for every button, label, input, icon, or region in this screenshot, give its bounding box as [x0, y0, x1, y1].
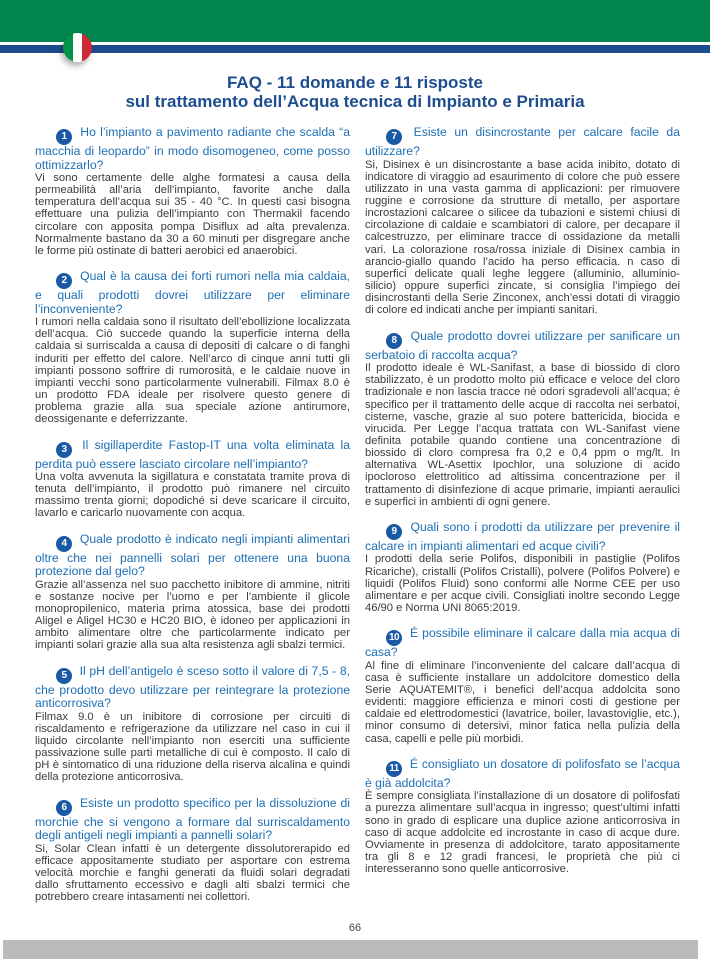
- faq-item-9: [365, 521, 680, 614]
- question-number-badge: 11: [386, 761, 402, 777]
- faq-item-2: [35, 270, 350, 425]
- faq-answer: Una volta avvenuta la sigillatura e constatata tramite prova di tenuta dell’impianto, il prodotto può rimanere nel circuito massimo trenta giorni; dopodiché si deve scaricare il circuito, lavarlo e caricarlo nuovamente con acqua.: [35, 471, 350, 520]
- question-text: Esiste un prodotto specifico per la dissoluzione di morchie che si vengono a formare dal surriscaldamento degli antigeli negli impianti a pannelli solari?: [35, 795, 350, 842]
- question-text: Quale prodotto è indicato negli impianti alimentari oltre che nei pannelli solari per ottenere una buona protezione dal gelo?: [35, 531, 350, 579]
- header-blue-bar: [0, 45, 710, 53]
- faq-question: [35, 270, 350, 316]
- question-number-badge: 4: [56, 536, 72, 552]
- question-number-badge: 2: [56, 273, 72, 289]
- faq-question: [35, 797, 350, 843]
- faq-question: [365, 521, 680, 554]
- flag-white-stripe: [73, 33, 83, 62]
- faq-question: [365, 758, 680, 791]
- question-text: É consigliato un dosatore di polifosfato se l’acqua è già addolcita?: [365, 756, 680, 790]
- faq-answer: I prodotti della serie Polifos, disponibili in pastiglie (Polifos Ricariche), cristalli (Polifos Cristalli), polvere (Polifos Polvere) e liquidi (Polifos Fluid) sono conformi alle Norme CEE per uso alimentare e per acque civili. Consigliati inoltre secondo Legge 46/90 e Norma UNI 8065:2019.: [365, 553, 680, 615]
- faq-item-11: [365, 758, 680, 876]
- question-number-badge: 9: [386, 524, 402, 540]
- faq-answer: Filmax 9.0 è un inibitore di corrosione per circuiti di riscaldamento e refrigerazione da utilizzare nel caso in cui il liquido circolante nell’impianto non eserciti una sufficiente passivazione sulle parti metalliche di cui è composto. Il calo di pH è sintomatico di una riduzione della riserva alcalina e quindi della protezione anticorrosiva.: [35, 710, 350, 784]
- faq-question: [35, 665, 350, 711]
- question-text: Quali sono i prodotti da utilizzare per prevenire il calcare in impianti alimentari ed acque civili?: [365, 519, 681, 553]
- faq-item-4: [35, 533, 350, 652]
- faq-item-3: [35, 439, 350, 520]
- header-green-bar: [0, 0, 710, 42]
- faq-answer: Grazie all’assenza nel suo pacchetto inibitore di ammine, nitriti e sostanze nocive per l’uomo e per l’ambiente il glicole monopropilenico, materia prima atossica, base dei prodotti Aligel e Aligel HC30 e HC20 BIO, è idoneo per applicazioni in ambito alimentare oltre che particolarmente indicato per impianti solari grazie alla sua alta resistenza agli sbalzi termici.: [35, 578, 350, 652]
- faq-question: [365, 126, 680, 159]
- faq-answer: Vi sono certamente delle alghe formatesi a causa della permeabilità all’aria dell’impianto, favorite anche dalla temperatura dell’acqua sui 35 - 40 °C. In questi casi bisogna effettuare una pulizia dell’impianto con Thermakil facendo circolare con apposita pompa Disiflux ad alta prevalenza. Normalmente bastano da 30 a 60 minuti per disgregare anche le forme più ostinate di batteri aerobici ed anaerobici.: [35, 172, 350, 257]
- faq-item-8: [365, 330, 680, 508]
- question-text: Il sigillaperdite Fastop-IT una volta eliminata la perdita può essere lasciato circolare nell’impianto?: [35, 437, 351, 471]
- faq-question: [35, 126, 350, 172]
- question-number-badge: 10: [386, 630, 402, 646]
- italian-flag-icon: [63, 33, 92, 62]
- page-number: 66: [348, 922, 362, 934]
- footer-gray-bar: [3, 940, 698, 959]
- faq-item-6: [35, 797, 350, 904]
- faq-answer: Al fine di eliminare l’inconveniente del calcare dall’acqua di casa è sufficiente installare un addolcitore domestico della Serie AQUATEMIT®, i benefici dell’acqua addolcita sono evidenti: maggiore efficienza e minori costi di gestione per caldaie ed elettrodomestici (lavatrice, boiler, lavastoviglie, etc.), minor consumo di detersivi, minor fatica nella pulizia della casa, capelli e pelle più morbidi.: [365, 659, 680, 745]
- question-text: É possibile eliminare il calcare dalla mia acqua di casa?: [365, 626, 680, 660]
- question-text: Ho l’impianto a pavimento radiante che scalda “a macchia di leopardo” in modo disomogeneo, come posso ottimizzarlo?: [35, 125, 351, 172]
- question-number-badge: 1: [56, 129, 72, 145]
- question-text: Il pH dell’antigelo è sceso sotto il valore di 7,5 - 8, che prodotto devo utilizzare per reintegrare la protezione anticorrosiva?: [35, 663, 350, 711]
- faq-columns: [0, 111, 710, 916]
- faq-column-left: [35, 126, 350, 916]
- page-title-line2: sul trattamento dell’Acqua tecnica di Impianto e Primaria: [125, 92, 585, 111]
- question-number-badge: 6: [56, 800, 72, 816]
- question-text: Quale prodotto dovrei utilizzare per sanificare un serbatoio di raccolta acqua?: [365, 328, 680, 362]
- faq-item-7: [365, 126, 680, 317]
- faq-answer: Si, Disinex è un disincrostante a base acida inibito, dotato di indicatore di viraggio ad esaurimento di colore che può essere utilizzato in una vasta gamma di applicazioni: per rimuovere ruggine e corrosione da strutture di metallo, per asportare incrostazioni calcaree o silicee da tubazioni e sistemi chiusi di circolazione di caldaie e scambiatori di calore, per decapare il calcestruzzo, per eliminare tracce di ossidazione da metalli vari. La colorazione rosa/rossa iniziale di Disinex cambia in arancio-giallo quando l’acido ha perso efficacia. n caso di superfici delicate quali leghe leggere (alluminio, alluminio-silicio) oppure superfici zincate, si consiglia l’impiego dei disincrostanti della Serie Zinconex, anch’essi dotati di viraggio di colore ed indicati anche per impianti sanitari.: [365, 158, 680, 317]
- question-number-badge: 7: [386, 129, 402, 145]
- faq-column-right: [365, 126, 680, 916]
- faq-item-10: [365, 627, 680, 745]
- page-footer: [0, 922, 710, 959]
- question-text: Qual è la causa dei forti rumori nella mia caldaia, e quali prodotti dovrei utilizzare per eliminare l’inconveniente?: [35, 269, 351, 316]
- page-title: [0, 73, 710, 111]
- faq-answer: Si, Solar Clean infatti è un detergente dissolutorerapido ed efficace appositamente studiato per asportare con estrema velocità morchie e fanghi generati da fluidi solari degradati dallo sfruttamento eccessivo e dagli alti sbalzi termici che potrebbero creare intasamenti nei collettori.: [35, 842, 350, 904]
- faq-question: [365, 627, 680, 660]
- faq-item-5: [35, 665, 350, 784]
- faq-answer: È sempre consigliata l’installazione di un dosatore di polifosfati a purezza alimentare sull’acqua in ingresso; quest’ultimi infatti sono in grado di esplicare una duplice azione anticorrosiva in caso di acque addolcite ed incrostante in caso di acque dure. Ovviamente in presenza di addolcitore, tarato appositamente tra gli 8 e 12 gradi francesi, le proprietà che più ci interesseranno sono quelle anticorrosive.: [365, 790, 680, 876]
- question-text: Esiste un disincrostante per calcare facile da utilizzare?: [365, 125, 680, 158]
- question-number-badge: 3: [56, 442, 72, 458]
- faq-answer: I rumori nella caldaia sono il risultato dell’ebollizione localizzata dell’acqua. Ciò succede quando la superficie interna della caldaia si surriscalda a causa di depositi di calcare o di fanghi induriti per effetto del calore. Nell’arco di cinque anni tutti gli impianti possono soffrire di rumorosità, e le caldaie nuove in impianti vecchi sono particolarmente vulnerabili. Filmax 8.0 è un prodotto FDA ideale per risolvere questo genere di problema grazie alla sua speciale azione antirumore, deossigenante e deferrizzante.: [35, 316, 350, 426]
- faq-answer: Il prodotto ideale è WL-Sanifast, a base di biossido di cloro stabilizzato, è un prodotto molto più efficace e veloce del cloro tradizionale e non lascia tracce né odori sgradevoli all’acqua; è specifico per il trattamento delle acque di raccolta nei serbatoi, cisterne, vasche, grazie al suo potere battericida, biocida e virucida. Per Legge l’acqua trattata con WL-Sanifast viene definita potabile quando contiene una concentrazione di biossido di cloro compresa fra 0,2 e 0,4 ppm o mg/lt. In alternativa WL-Asettix Ipochlor, una soluzione di acido ipocloroso elettrolitico ad altissima concentrazione per il trattamento di disinfezione di acque primarie, impianti aeraulici e superfici in ambienti di ogni genere.: [365, 362, 680, 508]
- faq-item-1: [35, 126, 350, 257]
- question-number-badge: 8: [386, 333, 402, 349]
- faq-question: [35, 439, 350, 472]
- page-header: [0, 0, 710, 53]
- page-title-line1: FAQ - 11 domande e 11 risposte: [226, 73, 484, 92]
- faq-question: [365, 330, 680, 363]
- faq-question: [35, 533, 350, 579]
- question-number-badge: 5: [56, 668, 72, 684]
